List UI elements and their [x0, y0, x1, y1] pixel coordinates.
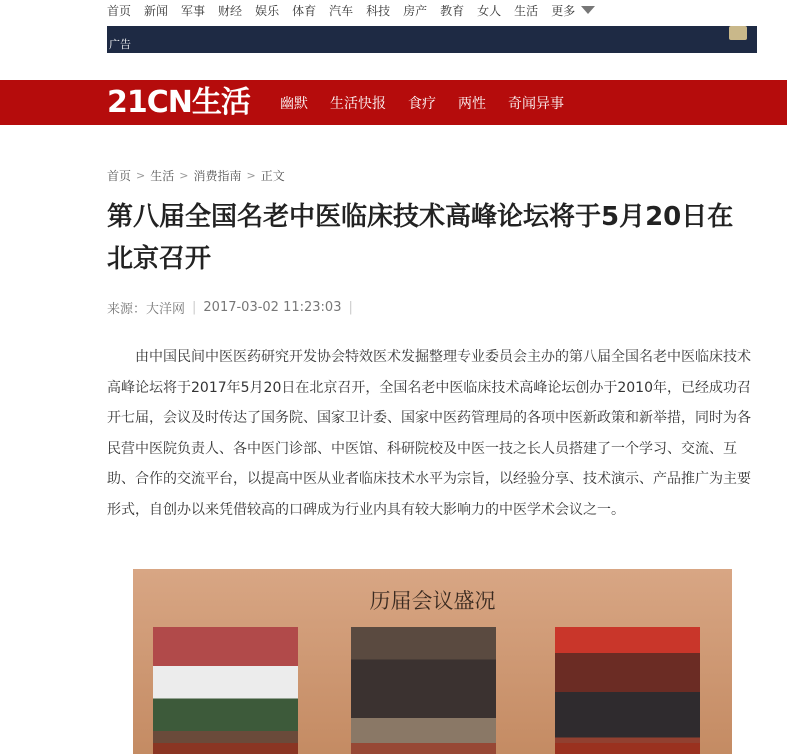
photo-caption [153, 743, 298, 754]
topnav-item-entertainment[interactable]: 娱乐 [255, 3, 280, 18]
topnav-item-finance[interactable]: 财经 [218, 3, 243, 18]
topnav-item-education[interactable]: 教育 [440, 3, 465, 18]
more-menu[interactable] [551, 2, 595, 19]
article-body: 由中国民间中医医药研究开发协会特效医术发掘整理专业委员会主办的第八届全国名老中医临床技术高峰论坛将于2017年5月20日在北京召开，全国名老中医临床技术高峰论坛创办于2010年，已经成功召开七届，会议及时传达了国务院、国家卫计委、国家中医药管理局的各项中医新政策和新举措，同时为各民营中医院负责人、各中医门诊部、中医馆、科研院校及中医一技之长人员搭建了一个学习、交流、互助、合作的交流平台，以提高中医从业者临床技术水平为宗旨，以经验分享、技术演示、产品推广为主要形式，自创办以来凭借较高的口碑成为行业内具有较大影响力的中医学术会议之一。 [107, 349, 751, 518]
breadcrumb-home[interactable]: 首页 [107, 169, 132, 183]
article-meta [107, 298, 360, 317]
topnav-item-tech[interactable]: 科技 [366, 3, 391, 18]
breadcrumb-current: 正文 [260, 169, 285, 183]
chevron-down-icon [581, 6, 595, 14]
article-title: 第八届全国名老中医临床技术高峰论坛将于5月20日在北京召开 [107, 202, 734, 274]
ad-graphic [729, 26, 747, 40]
chevron-right-icon: > [179, 169, 189, 182]
channel-nav-oddities[interactable]: 奇闻异事 [508, 95, 564, 112]
channel-nav-life-news[interactable]: 生活快报 [330, 95, 386, 112]
article-source: 来源：大洋网 [107, 302, 186, 317]
chevron-right-icon: > [136, 169, 146, 182]
conference-photo [153, 627, 298, 754]
channel-nav-humor[interactable]: 幽默 [280, 95, 308, 112]
photo-caption [555, 743, 700, 754]
conference-photo [555, 627, 700, 754]
top-nav [107, 0, 595, 20]
ad-banner[interactable] [107, 26, 757, 53]
topnav-item-news[interactable]: 新闻 [144, 3, 169, 18]
channel-nav [280, 80, 586, 125]
divider: | [192, 300, 197, 315]
ad-label: 广告 [109, 38, 131, 51]
topnav-item-women[interactable]: 女人 [477, 3, 502, 18]
divider: | [348, 300, 353, 315]
breadcrumb-life[interactable]: 生活 [150, 169, 175, 183]
site-logo[interactable]: 21CN生活 [107, 85, 250, 120]
topnav-item-house[interactable]: 房产 [403, 3, 428, 18]
topnav-item-auto[interactable]: 汽车 [329, 3, 354, 18]
chevron-right-icon: > [246, 169, 256, 182]
photo-caption [351, 743, 496, 754]
site-header [0, 80, 787, 125]
channel-nav-relationships[interactable]: 两性 [458, 95, 486, 112]
conference-photo [351, 627, 496, 754]
article-image [133, 569, 732, 754]
image-title: 历届会议盛况 [369, 589, 496, 613]
more-label: 更多 [551, 3, 576, 18]
breadcrumb-consumer-guide[interactable]: 消费指南 [193, 169, 242, 183]
topnav-item-home[interactable]: 首页 [107, 3, 132, 18]
topnav-item-sports[interactable]: 体育 [292, 3, 317, 18]
topnav-item-military[interactable]: 军事 [181, 3, 206, 18]
article-datetime: 2017-03-02 11:23:03 [203, 300, 342, 315]
channel-nav-diet-therapy[interactable]: 食疗 [408, 95, 436, 112]
breadcrumb [107, 167, 285, 184]
topnav-item-life[interactable]: 生活 [514, 3, 539, 18]
